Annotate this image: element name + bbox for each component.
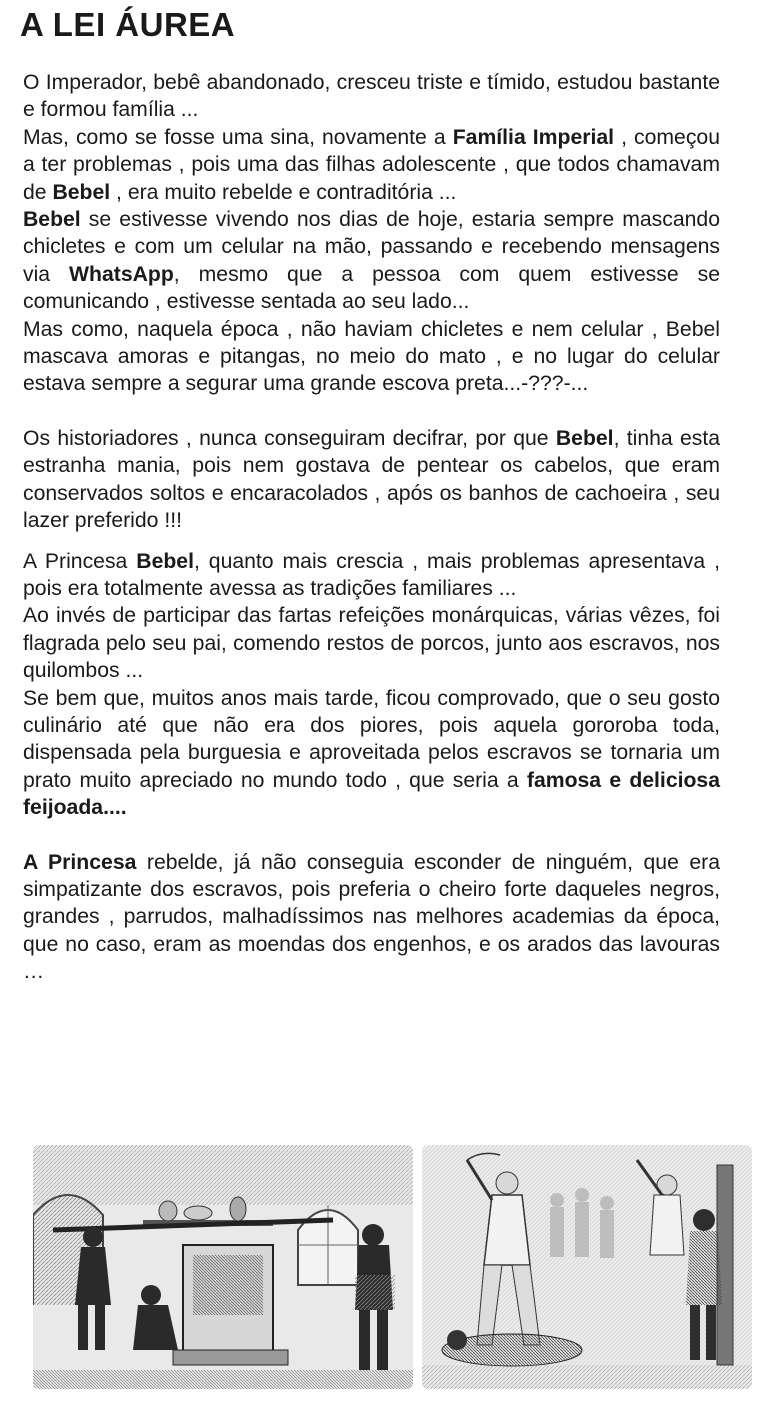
text-run: A Princesa bbox=[23, 549, 137, 573]
bold-text: Família Imperial bbox=[452, 125, 615, 149]
article-body bbox=[23, 69, 720, 986]
text-run: Mas, como se fosse uma sina, novamente a bbox=[23, 125, 453, 149]
text-run: , mesmo que a pessoa com quem estivesse se comunicando , estivesse sentada ao seu lado... bbox=[23, 262, 720, 314]
bold-text: Bebel bbox=[52, 180, 111, 204]
paragraph bbox=[23, 206, 720, 316]
paragraph-spacer bbox=[23, 398, 720, 425]
paragraph bbox=[23, 316, 720, 398]
bold-text: Bebel bbox=[23, 208, 81, 232]
punishment-illustration bbox=[422, 1145, 752, 1389]
page-title: A LEI ÁUREA bbox=[20, 6, 236, 43]
paragraph bbox=[23, 124, 720, 206]
text-run: rebelde, já não conseguia esconder de ninguém, que era simpatizante dos escravos, pois preferia o cheiro forte daqueles negros, grandes , parrudos, malhadíssimos nas melhores academias da época, que no caso, eram as moendas dos engenhos, e os arados das lavouras … bbox=[23, 850, 720, 984]
text-run: , era muito rebelde e contraditória ... bbox=[110, 180, 457, 204]
bold-text: WhatsApp bbox=[69, 262, 174, 286]
text-run: Mas como, naquela época , não haviam chicletes e nem celular , Bebel mascava amoras e pitangas, no meio do mato , e no lugar do celular estava sempre a segurar uma grande escova preta...-???-... bbox=[23, 317, 720, 396]
paragraph bbox=[23, 685, 720, 822]
text-run: Se bem que, muitos anos mais tarde, ficou comprovado, que o seu gosto culinário até que não era dos piores, pois aquela gororoba toda, dispensada pela burguesia e aproveitada pelos escravos se tornaria um prato muito apreciado no mundo todo , que seria a bbox=[23, 686, 720, 792]
paragraph bbox=[23, 849, 720, 986]
paragraph bbox=[23, 425, 720, 535]
paragraph-spacer bbox=[23, 535, 720, 548]
text-run: O Imperador, bebê abandonado, cresceu triste e tímido, estudou bastante e formou família ... bbox=[23, 71, 720, 122]
paragraph bbox=[23, 69, 720, 124]
bold-text: Bebel bbox=[136, 549, 194, 573]
text-run: se estivesse vivendo nos dias de hoje, estaria sempre mascando chicletes e com um celular na mão, passando e recebendo mensagens via bbox=[23, 208, 720, 286]
paragraph bbox=[23, 548, 720, 603]
paragraph bbox=[23, 602, 720, 684]
text-run: , começou a ter problemas , pois uma das filhas adolescente , que todos chamavam de bbox=[23, 125, 720, 204]
bold-text: famosa e deliciosa feijoada.... bbox=[23, 768, 720, 820]
text-run: Ao invés de participar das fartas refeições monárquicas, várias vêzes, foi flagrada pelo seu pai, comendo restos de porcos, junto aos escravos, nos quilombos ... bbox=[23, 604, 720, 683]
text-run: Os historiadores , nunca conseguiram decifrar, por que bbox=[23, 426, 556, 450]
paragraph-spacer bbox=[23, 822, 720, 849]
text-run: , quanto mais crescia , mais problemas apresentava , pois era totalmente avessa as tradições familiares ... bbox=[23, 549, 720, 600]
sugar-mill-illustration bbox=[33, 1145, 413, 1389]
bold-text: Bebel bbox=[555, 426, 614, 450]
bold-text: A Princesa bbox=[23, 850, 137, 874]
text-run: , tinha esta estranha mania, pois nem gostava de pentear os cabelos, que eram conservados soltos e encaracolados , após os banhos de cachoeira , seu lazer preferido !!! bbox=[23, 426, 720, 533]
